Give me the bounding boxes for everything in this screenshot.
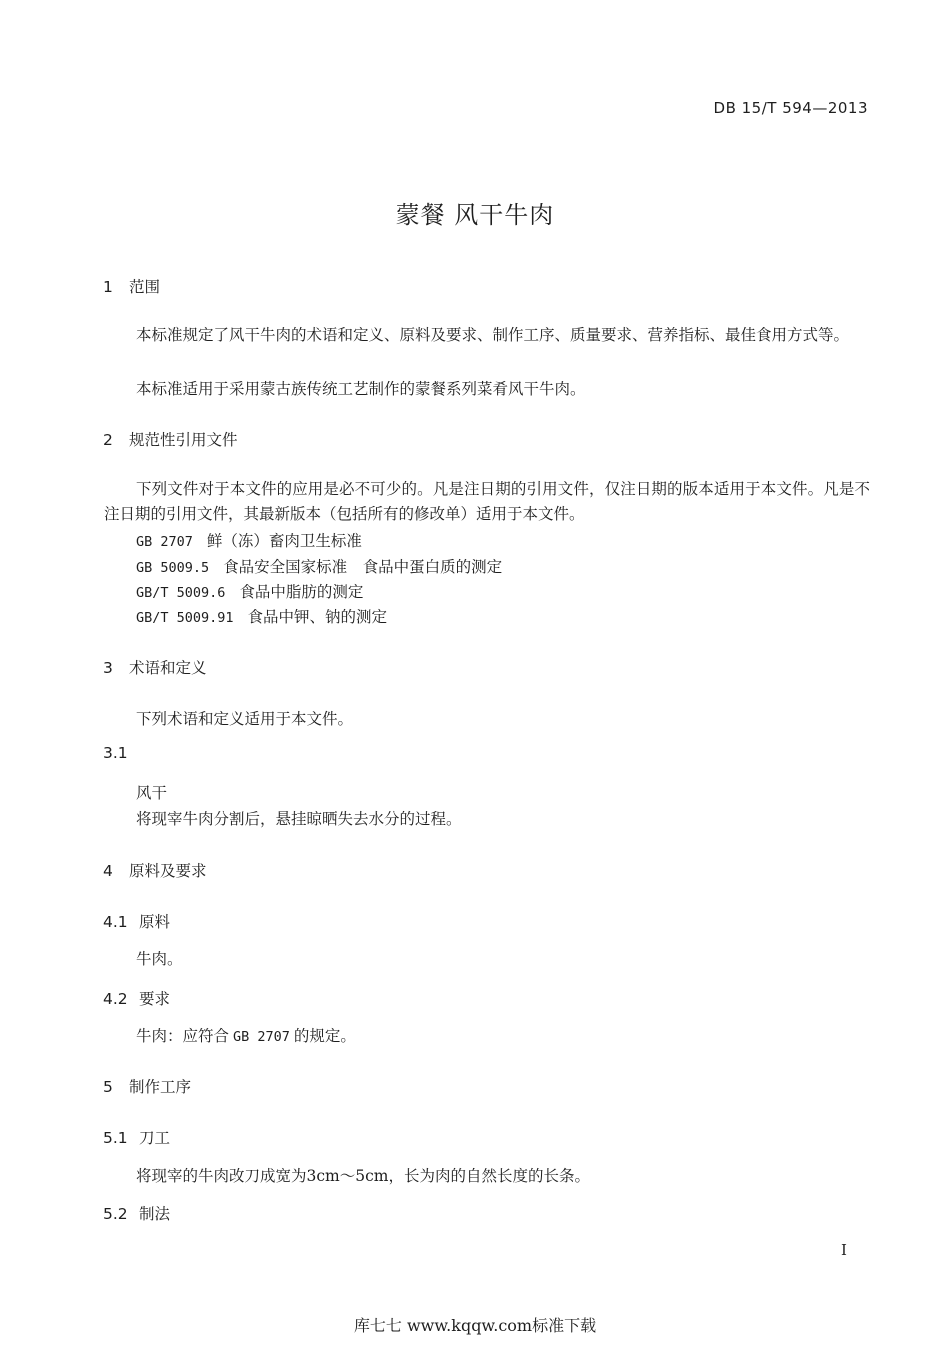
section-number: 1 [103, 278, 113, 296]
term-definition: 将现宰牛肉分割后，悬挂晾晒失去水分的过程。 [136, 810, 462, 828]
section-number: 2 [103, 431, 113, 449]
section-title: 原料及要求 [129, 862, 207, 880]
section-4-heading [103, 859, 207, 881]
page-number: I [841, 1241, 847, 1259]
reference-item [136, 529, 362, 551]
subsection-number: 4.1 [103, 913, 128, 931]
section-3-paragraph: 下列术语和定义适用于本文件。 [136, 710, 354, 728]
reference-code: GB/T 5009.91 [136, 610, 234, 626]
subsection-number: 5.1 [103, 1129, 128, 1147]
section-title: 范围 [129, 278, 161, 296]
subsection-4-1-heading [103, 910, 170, 932]
section-title: 规范性引用文件 [129, 431, 238, 449]
subsection-number: 5.2 [103, 1205, 128, 1223]
standard-code: DB 15/T 594—2013 [713, 99, 868, 117]
section-title: 术语和定义 [129, 659, 207, 677]
section-1-paragraph-1: 本标准规定了风干牛肉的术语和定义、原料及要求、制作工序、质量要求、营养指标、最佳食用方式等。 [136, 326, 850, 344]
subsection-title: 制法 [139, 1205, 171, 1223]
subsection-title: 原料 [139, 913, 171, 931]
section-number: 4 [103, 862, 113, 880]
section-2-heading [103, 428, 238, 450]
reference-title: 食品安全国家标准 食品中蛋白质的测定 [223, 558, 503, 576]
requirement-text-end: 的规定。 [293, 1027, 356, 1045]
reference-item [136, 605, 387, 627]
section-2-paragraph: 下列文件对于本文件的应用是必不可少的。凡是注日期的引用文件，仅注日期的版本适用于本文件。凡是不注日期的引用文件，其最新版本（包括所有的修改单）适用于本文件。 [104, 480, 870, 523]
section-1-paragraph-2: 本标准适用于采用蒙古族传统工艺制作的蒙餐系列菜肴风干牛肉。 [136, 380, 586, 398]
subsection-5-1-text: 将现宰的牛肉改刀成宽为3cm～5cm，长为肉的自然长度的长条。 [136, 1167, 590, 1185]
subsection-3-1-number: 3.1 [103, 744, 128, 762]
requirement-standard-code: GB 2707 [233, 1029, 290, 1045]
subsection-5-2-heading [103, 1202, 170, 1224]
section-3-heading [103, 656, 207, 678]
reference-title: 食品中钾、钠的测定 [247, 608, 388, 626]
section-number: 3 [103, 659, 113, 677]
document-title: 蒙餐 风干牛肉 [395, 201, 555, 229]
reference-code: GB 2707 [136, 534, 193, 550]
section-title: 制作工序 [129, 1078, 192, 1096]
reference-code: GB/T 5009.6 [136, 585, 226, 601]
subsection-title: 刀工 [139, 1129, 171, 1147]
reference-title: 鲜（冻）畜肉卫生标准 [206, 532, 362, 550]
term-name: 风干 [136, 784, 168, 802]
requirement-text-start: 牛肉：应符合 [136, 1027, 230, 1045]
subsection-4-2-heading [103, 987, 170, 1009]
section-1-heading [103, 275, 160, 297]
footer-watermark: 库七七 www.kqqw.com标准下载 [353, 1316, 597, 1335]
reference-title: 食品中脂肪的测定 [239, 583, 364, 601]
reference-item [136, 580, 363, 602]
subsection-5-1-heading [103, 1126, 170, 1148]
subsection-title: 要求 [139, 990, 171, 1008]
subsection-number: 4.2 [103, 990, 128, 1008]
section-5-heading [103, 1075, 191, 1097]
subsection-4-2-text [136, 1024, 356, 1046]
reference-code: GB 5009.5 [136, 560, 210, 576]
subsection-4-1-text: 牛肉。 [136, 950, 183, 968]
reference-item [136, 555, 502, 577]
section-number: 5 [103, 1078, 113, 1096]
